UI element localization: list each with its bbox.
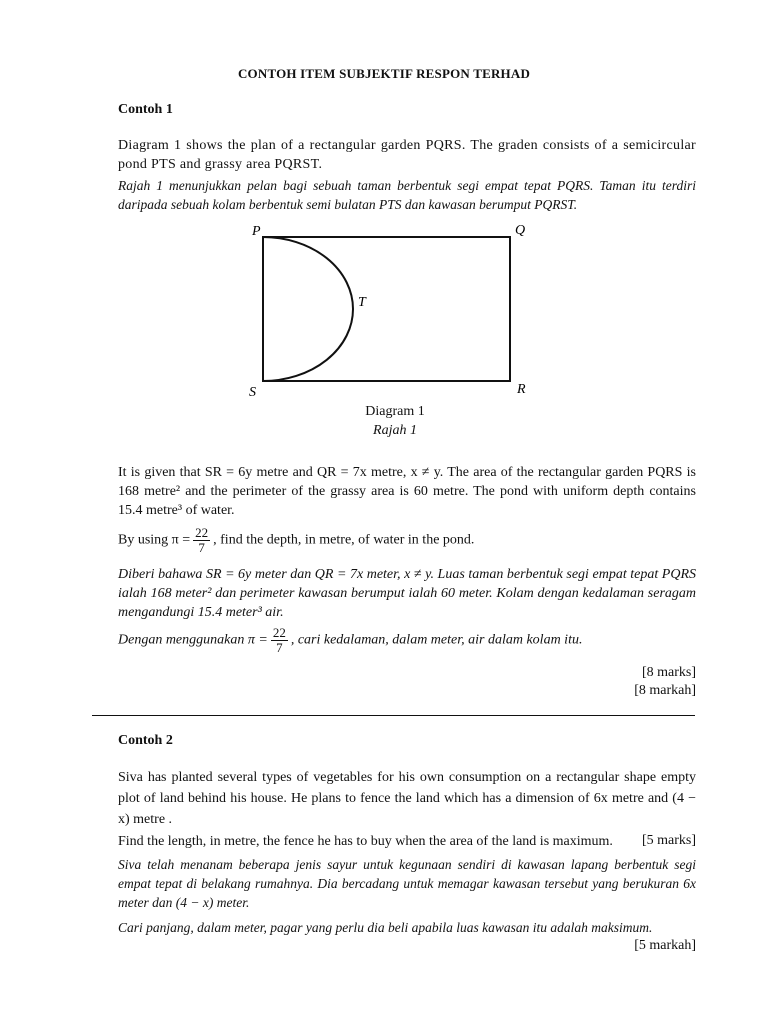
contoh-2-question-english: Find the length, in metre, the fence he has to buy when the area of the land is maximum. <box>118 834 613 849</box>
contoh-2-heading: Contoh 2 <box>118 733 173 748</box>
using-english-after: , find the depth, in metre, of water in the pond. <box>213 532 475 548</box>
label-s: S <box>249 385 256 400</box>
contoh-2-marks-malay: [5 markah] <box>634 938 696 953</box>
contoh-1-using-english <box>118 526 696 555</box>
garden-diagram <box>240 218 540 403</box>
contoh-1-marks-english: [8 marks] <box>641 665 696 680</box>
pi-fraction-malay <box>271 626 288 655</box>
contoh-1-given-malay: Diberi bahawa SR = 6y meter dan QR = 7x meter, x ≠ y. Luas taman berbentuk segi empat tepat PQRS ialah 168 meter² dan perimeter kawasan berumput ialah 60 meter. Kolam dengan kedalaman seragam mengandungi 15.4 meter³ air. <box>118 567 696 620</box>
using-malay-before: Dengan menggunakan π = <box>118 632 268 648</box>
label-p: P <box>252 224 261 239</box>
pi-fraction-english <box>193 526 210 555</box>
contoh-1-given-english: It is given that SR = 6y metre and QR = 7x metre, x ≠ y. The area of the rectangular garden PQRS is 168 metre² and the perimeter of the grassy area is 60 metre. The pond with uniform depth contains 15.4 metre³ of water. <box>118 465 696 518</box>
pi-numerator-malay: 22 <box>272 625 286 640</box>
page-title: CONTOH ITEM SUBJEKTIF RESPON TERHAD <box>237 66 531 81</box>
rectangle-pqrs <box>263 237 510 381</box>
using-english-before: By using π = <box>118 532 191 548</box>
contoh-2-intro-english: Siva has planted several types of vegetables for his own consumption on a rectangular shape empty plot of land behind his house. He plans to fence the land which has a dimension of 6x metre and (4 − x) metre . <box>118 770 696 827</box>
pi-denominator: 7 <box>198 540 205 555</box>
contoh-1-intro-english: Diagram 1 shows the plan of a rectangular garden PQRS. The graden consists of a semicircular pond PTS and grassy area PQRST. <box>118 138 696 172</box>
contoh-2-intro-malay: Siva telah menanam beberapa jenis sayur untuk kegunaan sendiri di kawasan lapang berbentuk segi empat tepat di belakang rumahnya. Dia bercadang untuk memagar kawasan tersebut yang berukuran 6x meter dan (4 − x) meter. <box>118 857 696 910</box>
contoh-2-question-malay: Cari panjang, dalam meter, pagar yang perlu dia beli apabila luas kawasan itu adalah maksimum. <box>118 920 653 935</box>
pi-numerator: 22 <box>195 525 209 540</box>
diagram-caption-malay: Rajah 1 <box>373 423 417 438</box>
contoh-2-marks-english: [5 marks] <box>641 833 696 848</box>
contoh-1-using-malay <box>118 626 696 655</box>
contoh-1-intro-malay: Rajah 1 menunjukkan pelan bagi sebuah taman berbentuk segi empat tepat PQRS. Taman itu terdiri daripada sebuah kolam berbentuk semi bulatan PTS dan kawasan berumput PQRST. <box>118 178 696 212</box>
contoh-1-heading: Contoh 1 <box>118 102 173 117</box>
using-malay-after: , cari kedalaman, dalam meter, air dalam kolam itu. <box>290 632 583 648</box>
label-q: Q <box>515 223 526 238</box>
section-divider <box>92 715 695 716</box>
diagram-caption-english: Diagram 1 <box>365 404 425 419</box>
label-r: R <box>517 382 526 397</box>
semicircle-pond-pts <box>263 237 353 381</box>
pi-denominator-malay: 7 <box>276 640 283 655</box>
contoh-1-marks-malay: [8 markah] <box>634 683 696 698</box>
label-t: T <box>358 295 366 310</box>
